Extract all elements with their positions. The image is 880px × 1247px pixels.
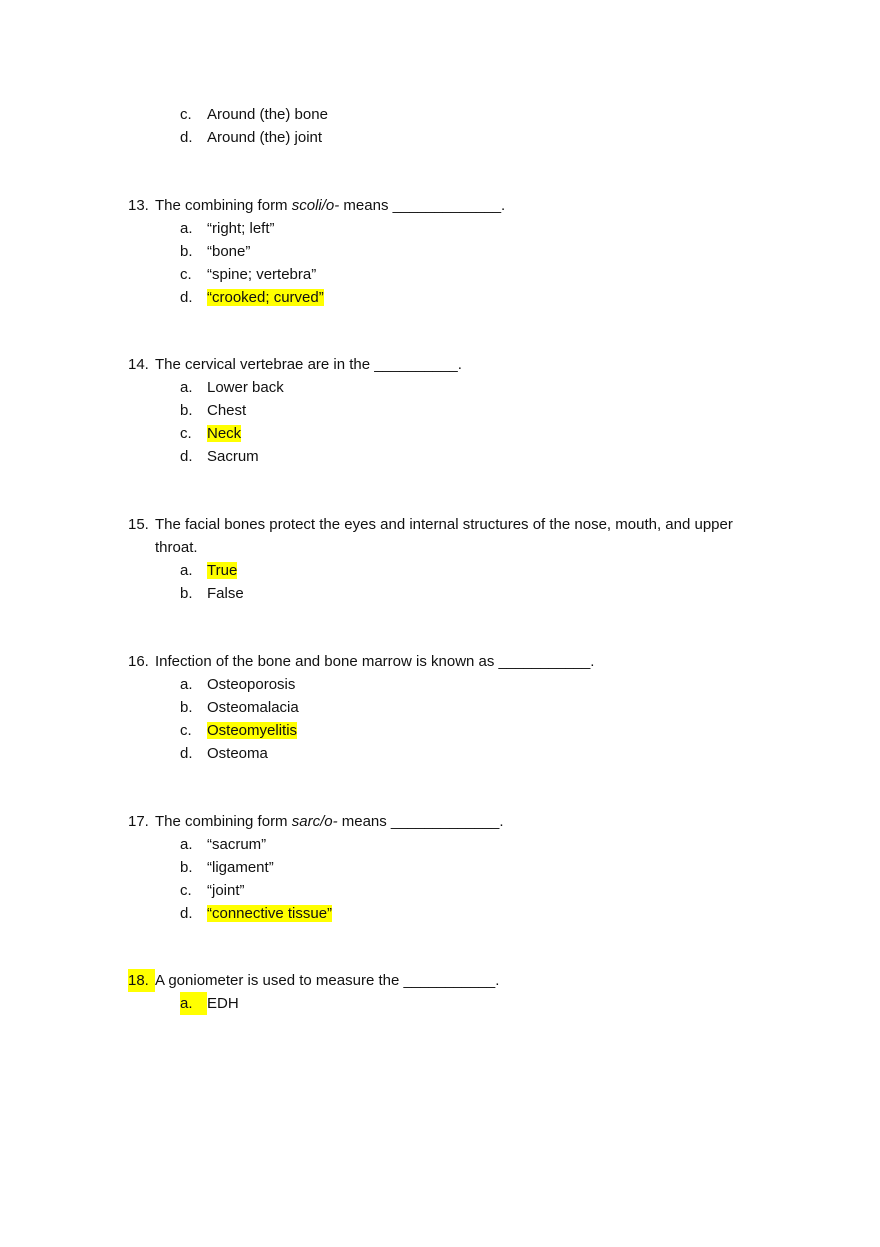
question-15 (128, 513, 788, 605)
option-c: c. Around (the) bone (180, 106, 328, 123)
option-c-answer: c. Osteomyelitis (180, 722, 298, 739)
option-a: a. “right; left” (180, 220, 275, 237)
option-a: a. Osteoporosis (180, 676, 296, 693)
question-15-text: 15. The facial bones protect the eyes and internal structures of the nose, mouth, and upper (128, 516, 733, 533)
question-17 (128, 810, 788, 925)
question-17-text: 17. The combining form sarc/o- means _____________. (128, 813, 504, 830)
option-b: b. Chest (180, 402, 247, 419)
option-d: d. Sacrum (180, 448, 259, 465)
answer-highlight: a. (180, 992, 207, 1015)
option-a-answer: a. True (180, 562, 238, 579)
option-b: b. “ligament” (180, 859, 274, 876)
option-b: b. False (180, 585, 244, 602)
option-c: c. “spine; vertebra” (180, 266, 317, 283)
answer-highlight: True (207, 562, 238, 579)
combining-form-term: sarc/o- (291, 813, 338, 830)
question-14-text: 14. The cervical vertebrae are in the __________. (128, 356, 462, 373)
option-d: d. Around (the) joint (180, 129, 323, 146)
option-a: a. EDH (128, 992, 788, 1015)
question-14 (128, 353, 788, 468)
option-b: b. “bone” (180, 243, 251, 260)
option-a: a. “sacrum” (180, 836, 267, 853)
question-13 (128, 194, 788, 309)
answer-highlight: Osteomyelitis (207, 722, 298, 739)
option-c: c. “joint” (180, 882, 245, 899)
option-b: b. Osteomalacia (180, 699, 299, 716)
question-15-text-continued: throat. (155, 539, 198, 556)
answer-highlight: “crooked; curved” (207, 289, 324, 306)
option-d-answer: d. “connective tissue” (180, 905, 333, 922)
option-c-answer: c. Neck (180, 425, 242, 442)
combining-form-term: scoli/o- (291, 197, 340, 214)
option-a: a. Lower back (180, 379, 284, 396)
option-d: d. Osteoma (180, 745, 268, 762)
question-18-text: 18. A goniometer is used to measure the ___________. (128, 969, 788, 992)
question-13-text: 13. The combining form scoli/o- means _____________. (128, 197, 506, 214)
answer-highlight: Neck (207, 425, 242, 442)
question-number-highlight: 18. (128, 969, 155, 992)
answer-highlight: “connective tissue” (207, 905, 333, 922)
question-16-text: 16. Infection of the bone and bone marrow is known as ___________. (128, 653, 595, 670)
prev-question-options (128, 103, 788, 149)
option-d-answer: d. “crooked; curved” (180, 289, 324, 306)
question-18 (128, 969, 788, 1015)
question-16 (128, 650, 788, 765)
